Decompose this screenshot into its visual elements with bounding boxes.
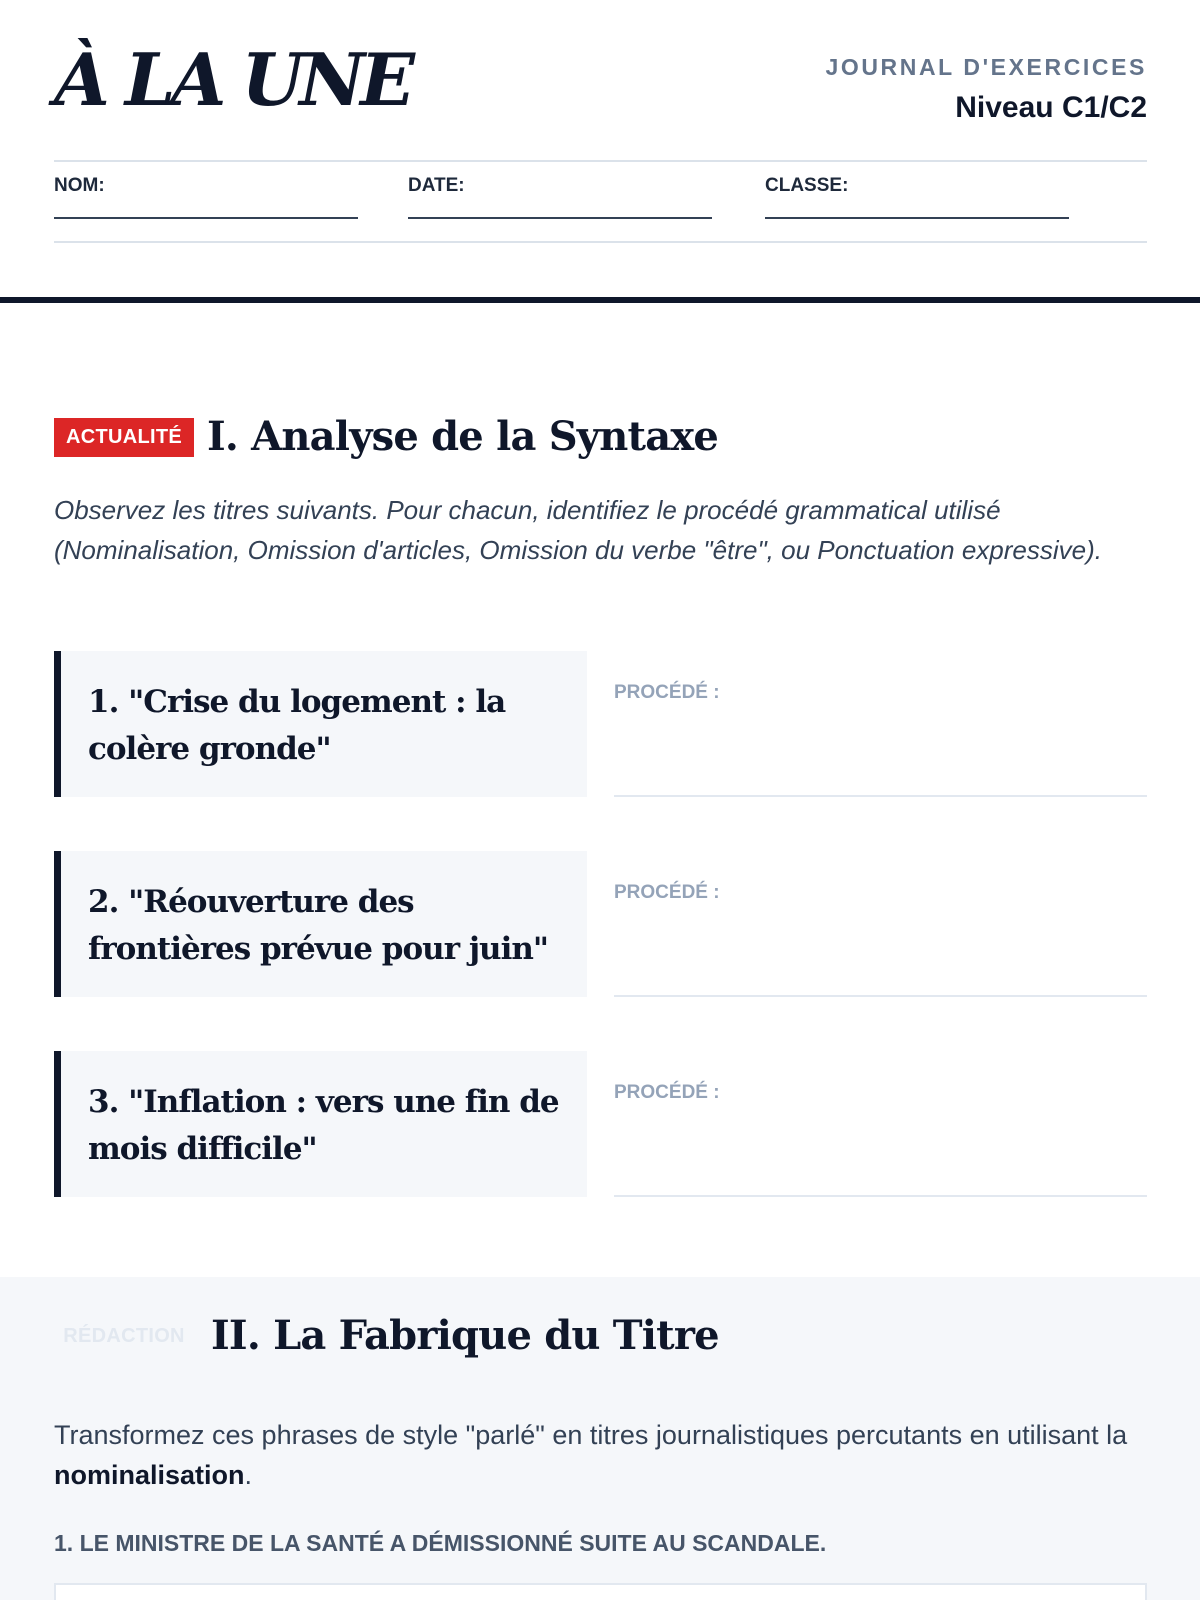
masthead-rule [0,297,1200,303]
section-2-instructions-text: Transformez ces phrases de style "parlé" en titres journalistiques percutants en utilisant la [54,1420,1128,1450]
header-divider-bottom [54,241,1147,243]
procede-answer-3[interactable] [614,1051,1147,1197]
section-2-instructions-keyword: nominalisation [54,1460,245,1490]
exercise-item-1 [54,651,1147,797]
exercise-item-3 [54,1051,1147,1197]
rewrite-answer-input-1[interactable] [54,1583,1147,1600]
date-field-line[interactable] [408,217,712,219]
actualite-tag: ACTUALITÉ [54,418,194,457]
procede-label-3: PROCÉDÉ : [614,1082,720,1103]
rewrite-question-1: 1. LE MINISTRE DE LA SANTÉ A DÉMISSIONNÉ SUITE AU SCANDALE. [54,1530,827,1556]
header-divider-top [54,160,1147,162]
journal-level: Niveau C1/C2 [955,91,1147,124]
section-2-instructions [54,1415,1147,1495]
section-2 [0,1277,1200,1600]
class-field-label: CLASSE: [765,175,849,196]
section-1-instructions: Observez les titres suivants. Pour chacun, identifiez le procédé grammatical utilisé (Nominalisation, Omission d'articles, Omission du verbe "être", ou Ponctuation expressive). [54,495,1102,565]
journal-kicker: JOURNAL D'EXERCICES [825,54,1147,80]
headline-quote-3: 3. "Inflation : vers une fin de mois difficile" [54,1051,587,1197]
name-field-label: NOM: [54,175,105,196]
class-field-line[interactable] [765,217,1069,219]
date-field-label: DATE: [408,175,465,196]
procede-label-2: PROCÉDÉ : [614,882,720,903]
section-1-title: I. Analyse de la Syntaxe [207,413,719,460]
exercise-item-2 [54,851,1147,997]
procede-label-1: PROCÉDÉ : [614,682,720,703]
name-field[interactable] [54,176,358,219]
name-field-line[interactable] [54,217,358,219]
headline-quote-1: 1. "Crise du logement : la colère gronde" [54,651,587,797]
class-field[interactable] [765,176,1069,219]
headline-quote-2: 2. "Réouverture des frontières prévue pour juin" [54,851,587,997]
section-2-title: II. La Fabrique du Titre [211,1312,719,1359]
redaction-tag: RÉDACTION [63,1325,185,1347]
procede-answer-1[interactable] [614,651,1147,797]
student-fields [54,176,1147,232]
date-field[interactable] [408,176,712,219]
logo: À LA UNE [54,37,410,122]
procede-answer-2[interactable] [614,851,1147,997]
journal-meta [825,56,1147,123]
section-2-instructions-end: . [244,1460,253,1490]
